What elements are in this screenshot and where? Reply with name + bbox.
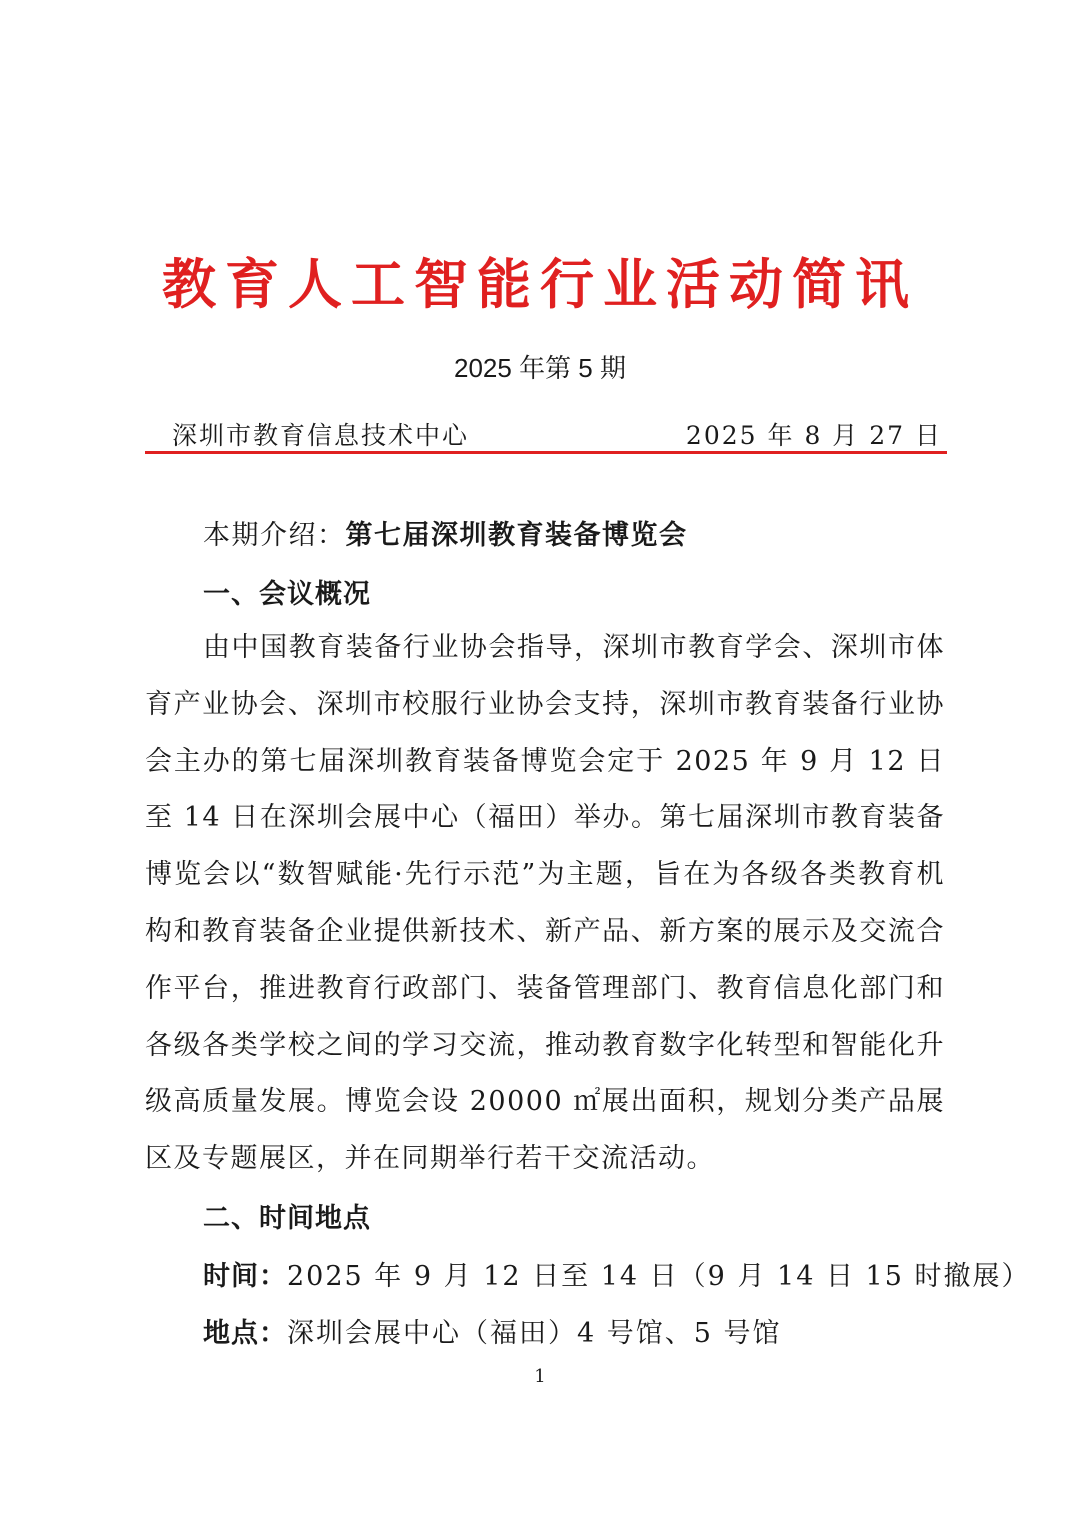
issue-number: 2025 年第 5 期 (454, 353, 626, 383)
issue-date: 2025 年 8 月 27 日 (685, 421, 942, 450)
section-heading-time-place: 二、时间地点 (203, 1203, 371, 1234)
newsletter-title: 教育人工智能行业活动简讯 (162, 252, 918, 316)
issue-intro (203, 508, 945, 565)
issuer-name: 深圳市教育信息技术中心 (172, 421, 470, 450)
place-row (203, 1311, 782, 1350)
place-label: 地点： (203, 1318, 287, 1349)
page-number: 1 (534, 1366, 546, 1387)
time-row (203, 1254, 1031, 1293)
overview-paragraph: 由中国教育装备行业协会指导，深圳市教育学会、深圳市体育产业协会、深圳市校服行业协会支持，深圳市教育装备行业协会主办的第七届深圳教育装备博览会定于 2025 年 9 月 12 日至 14 日在深圳会展中心（福田）举办。第七届深圳市教育装备博览会以“数智赋能·先行示范”为主题，旨在为各级各类教育机构和教育装备企业提供新技术、新产品、新方案的展示及交流合作平台，推进教育行政部门、装备管理部门、教育信息化部门和各级各类学校之间的学习交流，推动教育数字化转型和智能化升级高质量发展。博览会设 20000 ㎡展出面积，规划分类产品展区及专题展区，并在同期举行若干交流活动。 (145, 632, 945, 1175)
time-value: 2025 年 9 月 12 日至 14 日（9 月 14 日 15 时撤展） (287, 1261, 1031, 1292)
red-divider-rule (145, 451, 947, 454)
time-label: 时间： (203, 1261, 287, 1292)
section-heading-overview: 一、会议概况 (203, 579, 371, 610)
intro-label: 本期介绍： (203, 520, 346, 551)
intro-topic: 第七届深圳教育装备博览会 (345, 520, 688, 551)
place-value: 深圳会展中心（福田）4 号馆、5 号馆 (287, 1318, 782, 1349)
